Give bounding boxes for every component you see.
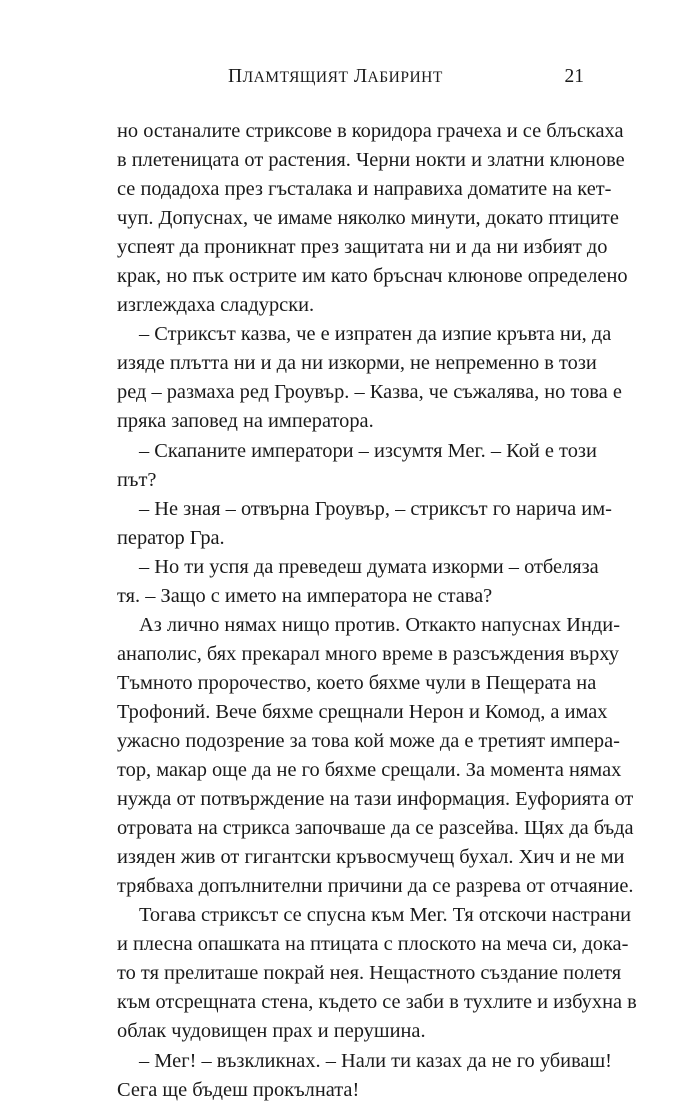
running-title: ПЛАМТЯЩИЯТ ЛАБИРИНТ [228, 66, 443, 87]
text-line: Тъмното пророчество, което бяхме чули в Пещерата на [117, 671, 597, 694]
text-line: изглеждаха сладурски. [117, 294, 315, 317]
text-line: успеят да проникнат през защитата ни и да ни избият до [117, 236, 608, 259]
text-line: – Но ти успя да преведеш думата изкорми – отбеляза [139, 555, 599, 578]
text-line: трябваха допълнителни причини да се разревa от отчаяние. [117, 875, 634, 898]
text-line: отровата на стрикса започваше да се разсейва. Щях да бъда [117, 817, 634, 840]
text-line: нужда от потвърждение на тази информация. Еуфорията от [117, 788, 634, 811]
text-line: се подадоха през гъсталака и направиха доматите на кет- [117, 178, 612, 201]
text-line: облак чудовищен прах и перушина. [117, 1020, 426, 1043]
text-line: и плесна опашката на птицата с плоското на меча си, дока- [117, 933, 629, 956]
text-line: в плетеницата от растения. Черни нокти и златни клюнове [117, 149, 625, 172]
text-line: Сега ще бъдеш прокълната! [117, 1078, 360, 1101]
text-line: пряка заповед на императора. [117, 410, 374, 433]
text-line: към отсрещната стена, където се заби в тухлите и избухна в [117, 991, 637, 1014]
text-line: то тя прелиташе покрай нея. Нещастното създание полетя [117, 962, 622, 985]
text-line: анаполис, бях прекарал много време в разсъждения върху [117, 642, 619, 665]
text-line: изяден жив от гигантски кръвосмучещ бухал. Хич и не ми [117, 846, 625, 869]
text-line: – Не зная – отвърна Гроувър, – стриксът го нарича им- [139, 497, 612, 520]
text-line: тя. – Защо с името на императора не става? [117, 584, 493, 607]
text-line: – Стриксът казва, че е изпратен да изпие кръвта ни, да [139, 323, 612, 346]
page-number: 21 [564, 66, 584, 87]
text-line: Тогава стриксът се спусна към Мег. Тя отскочи настрани [139, 904, 632, 927]
body-text [117, 117, 637, 1105]
text-line: Аз лично нямах нищо против. Откакто напуснах Инди- [139, 613, 621, 636]
text-line: ужасно подозрение за това кой може да е третият импера- [117, 729, 620, 752]
text-line: Трофоний. Вече бяхме срещнали Нерон и Комод, а имах [117, 700, 608, 723]
text-line: път? [117, 468, 157, 491]
text-line: крак, но пък острите им като бръснач клюнове определено [117, 265, 628, 288]
text-line: чуп. Допуснах, че имаме няколко минути, докато птиците [117, 207, 619, 230]
text-line: ператор Гра. [117, 526, 225, 549]
text-line: тор, макар още да не го бяхме срещали. За момента нямах [117, 759, 622, 782]
text-line: – Мег! – възкликнах. – Нали ти казах да не го убиваш! [139, 1049, 612, 1072]
text-line: изяде плътта ни и да ни изкорми, не непременно в този [117, 352, 597, 375]
text-line: ред – размаха ред Гроувър. – Казва, че съжалява, но това е [117, 381, 622, 404]
text-line: – Скапаните императори – изсумтя Мег. – Кой е този [139, 439, 597, 462]
text-line: но останалите стриксове в коридора грачеха и се блъскаха [117, 120, 624, 142]
